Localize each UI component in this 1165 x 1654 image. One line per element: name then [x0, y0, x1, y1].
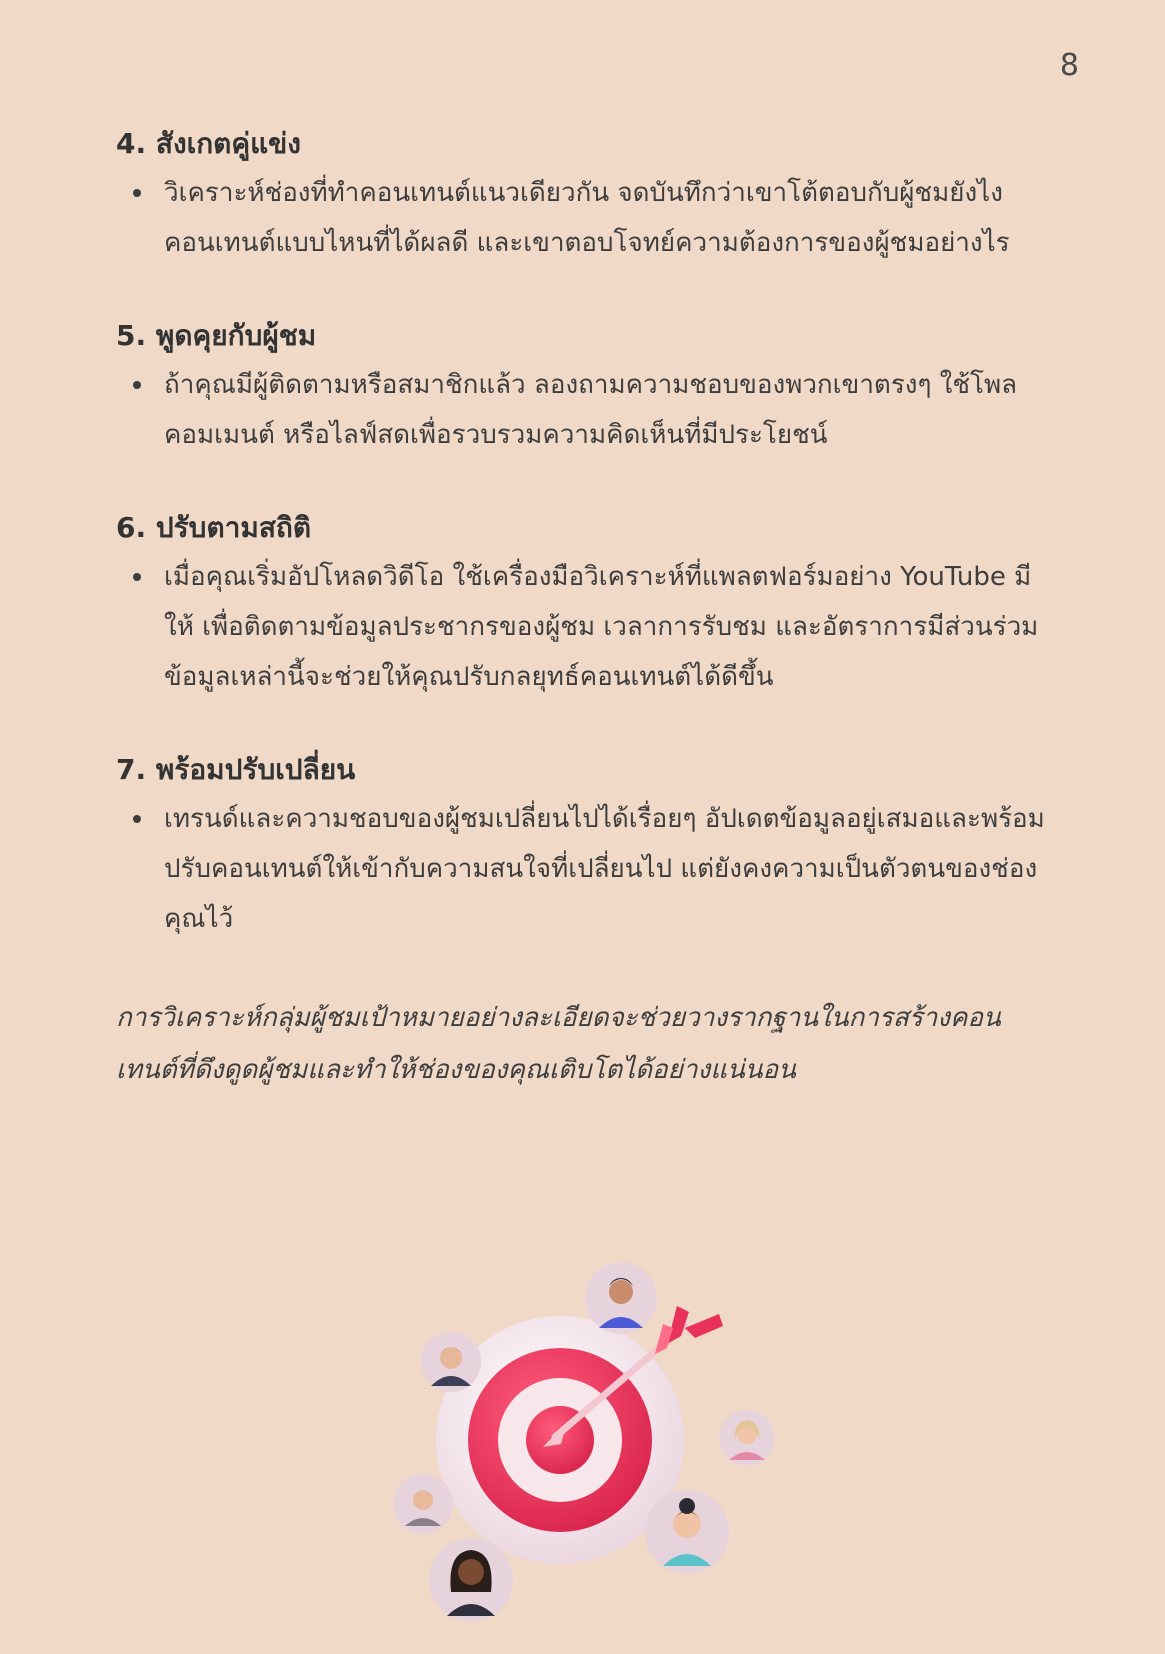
avatar-left-bottom	[393, 1474, 453, 1534]
section-talk-to-audience	[116, 316, 1056, 460]
bullet-text: วิเคราะห์ช่องที่ทำคอนเทนต์แนวเดียวกัน จดบันทึกว่าเขาโต้ตอบกับผู้ชมยังไง คอนเทนต์แบบไหนที่ได้ผลดี และเขาตอบโจทย์ความต้องการของผู้ชมอย่างไร	[164, 178, 1010, 258]
section-analytics	[116, 508, 1056, 702]
bullet-item	[116, 794, 1056, 944]
bullet-list	[116, 168, 1056, 268]
page-number: 8	[1059, 48, 1079, 83]
bullet-dot	[133, 189, 141, 197]
target-audience-illustration	[385, 1262, 785, 1622]
section-competitors	[116, 124, 1056, 268]
bullet-text: เมื่อคุณเริ่มอัปโหลดวิดีโอ ใช้เครื่องมือวิเคราะห์ที่แพลตฟอร์มอย่าง YouTube มีให้ เพื่อติดตามข้อมูลประชากรของผู้ชม เวลาการรับชม และอัตราการมีส่วนร่วม ข้อมูลเหล่านี้จะช่วยให้คุณปรับกลยุทธ์คอนเทนต์ได้ดีขึ้น	[164, 562, 1039, 692]
section-adapt	[116, 750, 1056, 944]
avatar-left-top	[421, 1332, 481, 1392]
section-title: 4. สังเกตคู่แข่ง	[116, 127, 301, 160]
avatar-right-bottom	[645, 1490, 729, 1574]
target-audience-icon	[385, 1262, 785, 1622]
avatar-top	[585, 1262, 657, 1334]
bullet-dot	[133, 381, 141, 389]
section-title: 5. พูดคุยกับผู้ชม	[116, 319, 317, 352]
bullet-list	[116, 552, 1056, 702]
section-title: 6. ปรับตามสถิติ	[116, 511, 312, 544]
bullet-item	[116, 168, 1056, 268]
bullet-text: เทรนด์และความชอบของผู้ชมเปลี่ยนไปได้เรื่อยๆ อัปเดตข้อมูลอยู่เสมอและพร้อมปรับคอนเทนต์ให้เข้ากับความสนใจที่เปลี่ยนไป แต่ยังคงความเป็นตัวตนของช่องคุณไว้	[164, 804, 1045, 934]
bullet-item	[116, 360, 1056, 460]
bullet-item	[116, 552, 1056, 702]
main-content	[116, 124, 1056, 1122]
bullet-list	[116, 360, 1056, 460]
conclusion-text: การวิเคราะห์กลุ่มผู้ชมเป้าหมายอย่างละเอียดจะช่วยวางรากฐานในการสร้างคอนเทนต์ที่ดึงดูดผู้ชมและทำให้ช่องของคุณเติบโตได้อย่างแน่นอน	[116, 1003, 1001, 1085]
avatar-bottom	[429, 1538, 513, 1622]
bullet-dot	[133, 573, 141, 581]
bullet-text: ถ้าคุณมีผู้ติดตามหรือสมาชิกแล้ว ลองถามความชอบของพวกเขาตรงๆ ใช้โพล คอมเมนต์ หรือไลฟ์สดเพื่อรวบรวมความคิดเห็นที่มีประโยชน์	[164, 370, 1018, 450]
section-title: 7. พร้อมปรับเปลี่ยน	[116, 753, 356, 786]
avatar-right	[719, 1410, 775, 1466]
bullet-list	[116, 794, 1056, 944]
bullet-dot	[133, 815, 141, 823]
